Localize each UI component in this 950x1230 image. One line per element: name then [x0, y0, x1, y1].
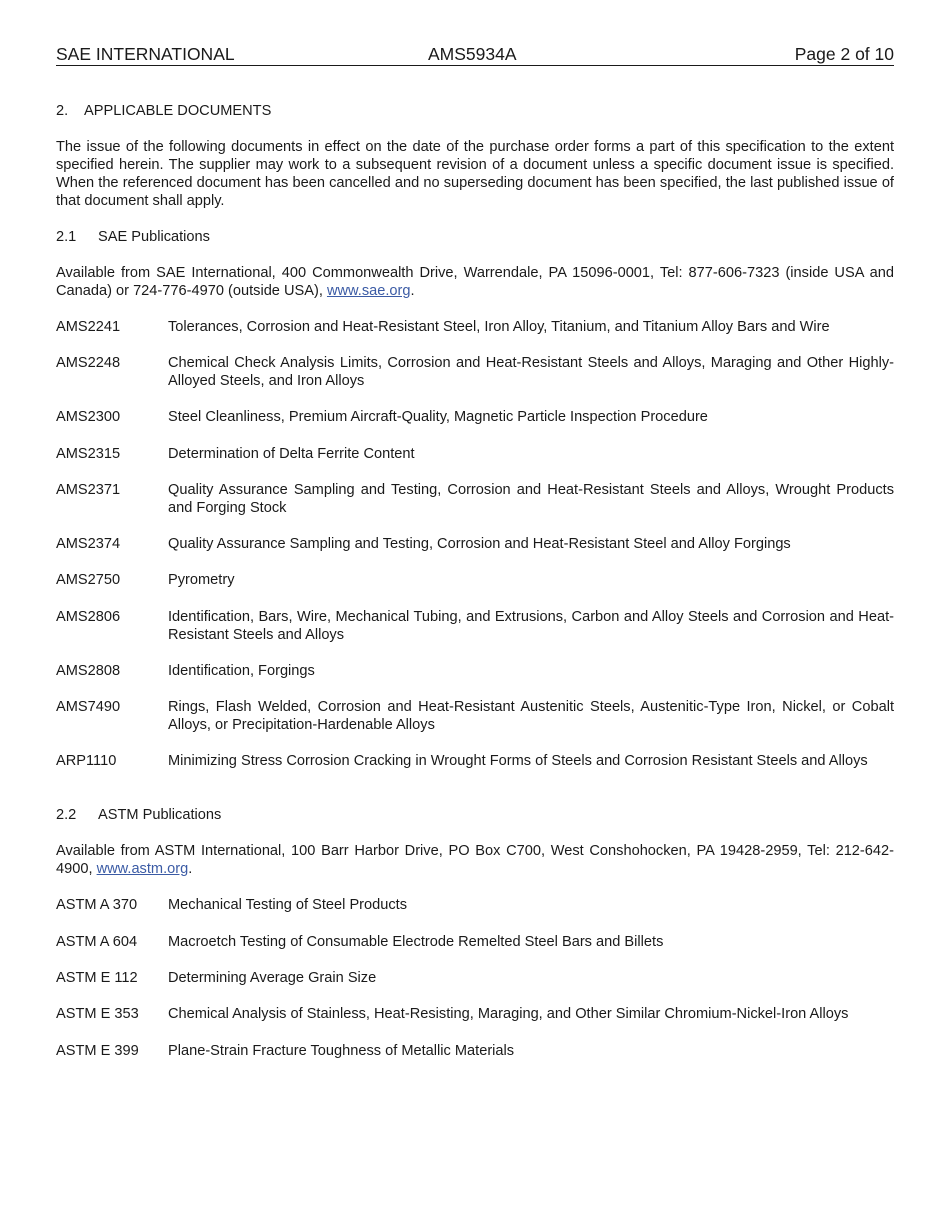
- reference-title: Determination of Delta Ferrite Content: [168, 446, 415, 462]
- reference-title: Mechanical Testing of Steel Products: [168, 897, 408, 913]
- section-2-body: The issue of the following documents in effect on the date of the purchase order forms a part of this specification to the extent specified herein. The supplier may work to a subsequent revision of a document unless a specific document issue is specified. When the referenced document has been cancelled and no superseding document has been specified, the last published issue of that document shall apply.: [56, 139, 894, 209]
- reference-title: Minimizing Stress Corrosion Cracking in Wrought Forms of Steels and Corrosion Resistant Steels and Alloys: [168, 753, 868, 769]
- reference-title: Plane-Strain Fracture Toughness of Metallic Materials: [168, 1043, 515, 1059]
- section-2-2-availability: [56, 842, 894, 878]
- header-document-number: AMS5934A: [428, 44, 517, 64]
- reference-code: AMS2300: [56, 409, 121, 425]
- section-2-1-number: 2.1: [56, 229, 77, 245]
- reference-title: Macroetch Testing of Consumable Electrode Remelted Steel Bars and Billets: [168, 934, 664, 950]
- reference-code: AMS2315: [56, 446, 121, 462]
- reference-title: Quality Assurance Sampling and Testing, Corrosion and Heat-Resistant Steel and Alloy Forgings: [168, 536, 791, 552]
- section-2-1-availability: [56, 264, 894, 300]
- reference-title: Steel Cleanliness, Premium Aircraft-Quality, Magnetic Particle Inspection Procedure: [168, 409, 708, 425]
- reference-code: AMS2750: [56, 572, 121, 588]
- section-2-title: APPLICABLE DOCUMENTS: [84, 103, 272, 119]
- reference-code: ASTM E 399: [56, 1043, 139, 1059]
- sae-availability-suffix: .: [410, 283, 415, 299]
- section-2-2-title: ASTM Publications: [98, 807, 222, 823]
- astm-website-link[interactable]: www.astm.org: [96, 861, 189, 877]
- astm-availability-text: Available from ASTM International, 100 Barr Harbor Drive, PO Box C700, West Conshohocken, PA 19428-2959, Tel: 212-642-4900,: [56, 843, 894, 877]
- reference-title: Pyrometry: [168, 572, 235, 588]
- reference-title: Determining Average Grain Size: [168, 970, 377, 986]
- reference-title: Rings, Flash Welded, Corrosion and Heat-Resistant Austenitic Steels, Austenitic-Type Iron, Nickel, or Cobalt Alloys, or Precipitation-Hardenable Alloys: [168, 699, 894, 733]
- section-2-2-heading: [56, 806, 894, 824]
- reference-code: AMS7490: [56, 699, 121, 715]
- reference-code: AMS2806: [56, 609, 121, 625]
- section-2-1-heading: [56, 228, 894, 246]
- reference-title: Quality Assurance Sampling and Testing, Corrosion and Heat-Resistant Steels and Alloys, Wrought Products and Forging Stock: [168, 482, 894, 516]
- reference-code: ASTM A 604: [56, 934, 138, 950]
- section-2-heading: [56, 102, 894, 120]
- reference-code: AMS2241: [56, 319, 121, 335]
- reference-code: AMS2374: [56, 536, 121, 552]
- header-organization: SAE INTERNATIONAL: [56, 44, 235, 64]
- astm-availability-suffix: .: [188, 861, 193, 877]
- section-2-1-title: SAE Publications: [98, 229, 210, 245]
- reference-title: Tolerances, Corrosion and Heat-Resistant Steel, Iron Alloy, Titanium, and Titanium Alloy Bars and Wire: [168, 319, 830, 335]
- sae-website-link[interactable]: www.sae.org: [326, 283, 411, 299]
- reference-title: Chemical Check Analysis Limits, Corrosion and Heat-Resistant Steels and Alloys, Maraging and Other Highly-Alloyed Steels, and Iron Alloys: [168, 355, 894, 389]
- reference-code: ASTM E 112: [56, 970, 138, 986]
- reference-title: Identification, Bars, Wire, Mechanical Tubing, and Extrusions, Carbon and Alloy Steels and Corrosion and Heat-Resistant Steels and Alloys: [168, 609, 894, 643]
- reference-title: Chemical Analysis of Stainless, Heat-Resisting, Maraging, and Other Similar Chromium-Nickel-Iron Alloys: [168, 1006, 849, 1022]
- reference-title: Identification, Forgings: [168, 663, 315, 679]
- section-2-2-number: 2.2: [56, 807, 77, 823]
- section-2-number: 2.: [56, 103, 69, 119]
- reference-code: ASTM A 370: [56, 897, 138, 913]
- header-page-number: Page 2 of 10: [794, 44, 894, 64]
- reference-code: ARP1110: [56, 753, 117, 769]
- page-header: [56, 44, 894, 66]
- sae-availability-text: Available from SAE International, 400 Commonwealth Drive, Warrendale, PA 15096-0001, Tel: 877-606-7323 (inside USA and Canada) or 724-776-4970 (outside USA),: [56, 265, 894, 299]
- reference-code: ASTM E 353: [56, 1006, 139, 1022]
- reference-code: AMS2808: [56, 663, 121, 679]
- reference-code: AMS2248: [56, 355, 121, 371]
- reference-code: AMS2371: [56, 482, 121, 498]
